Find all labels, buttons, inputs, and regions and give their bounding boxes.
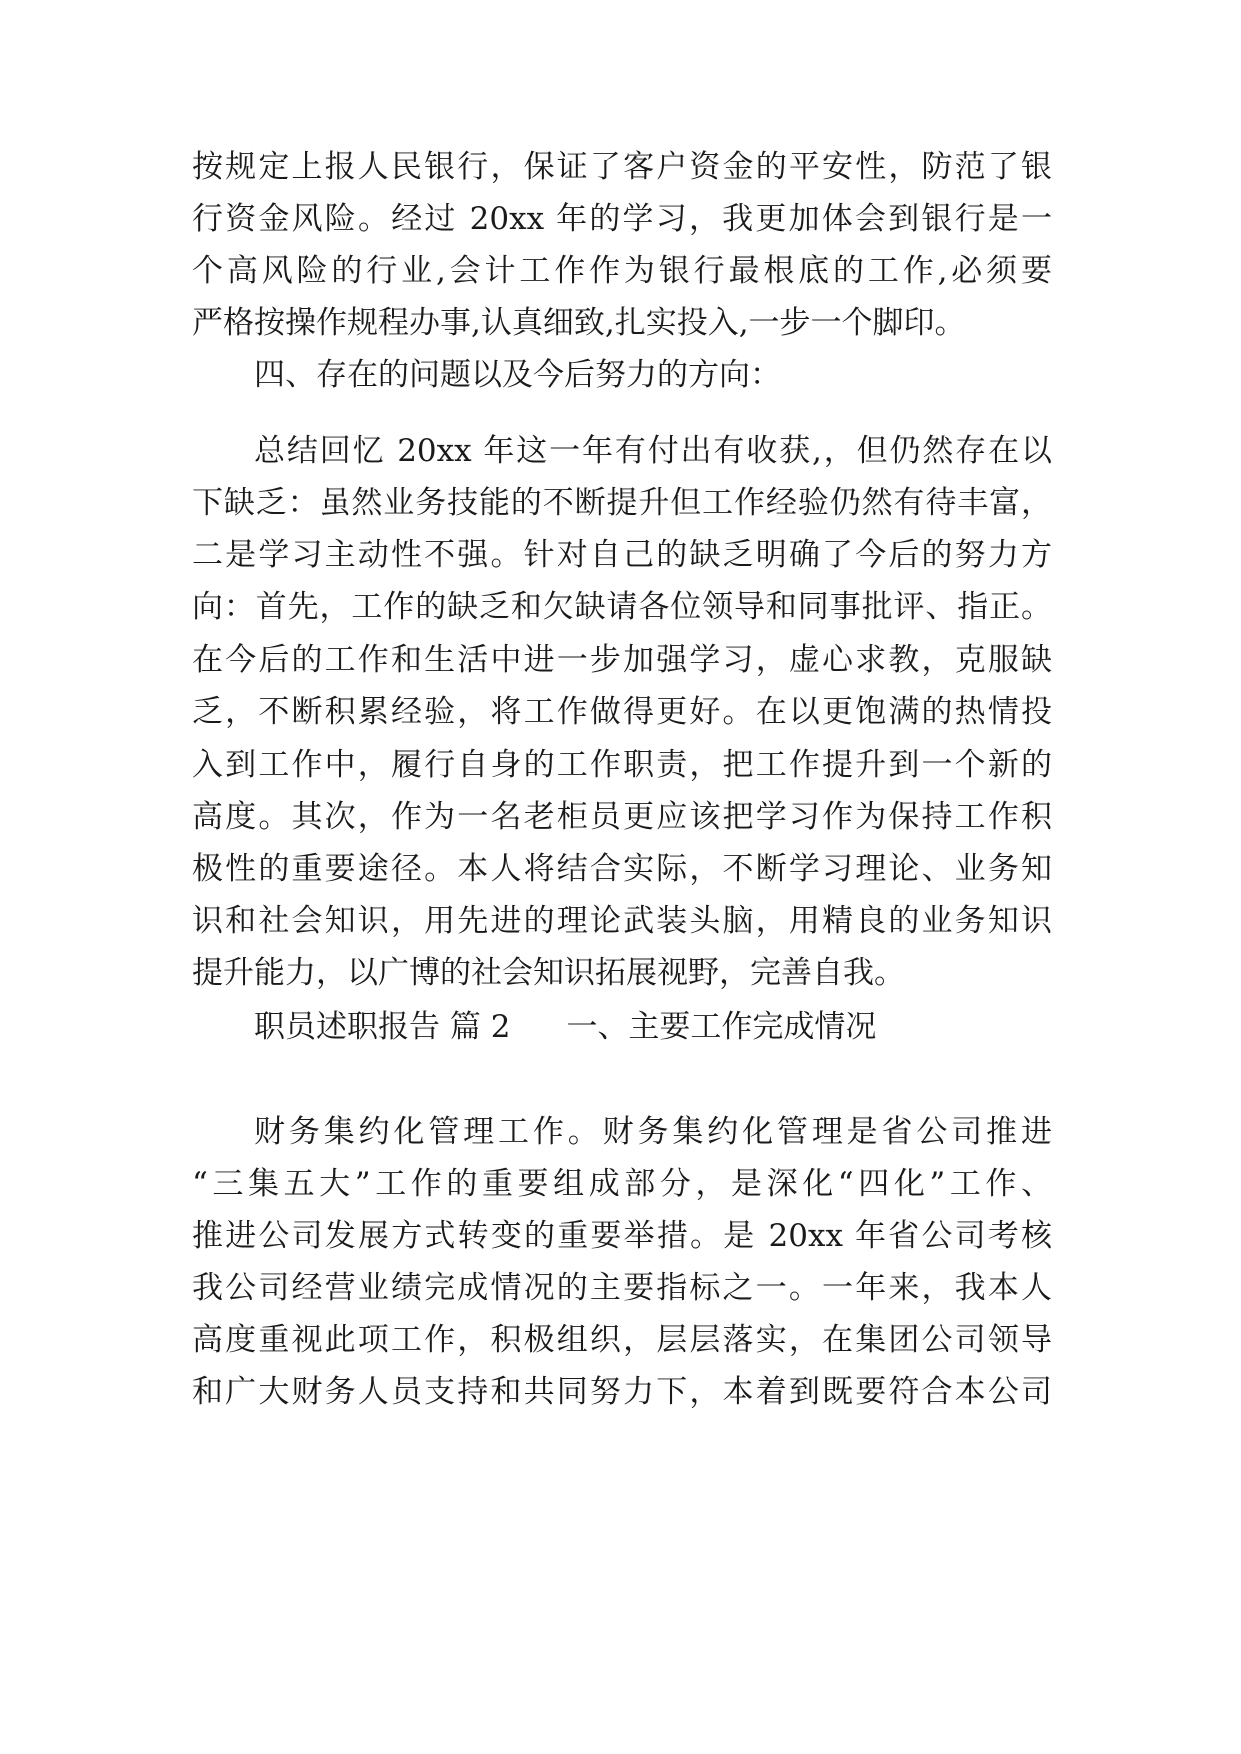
para1-line-4: 严格按操作规程办事,认真细致,扎实投入,一步一个脚印。 xyxy=(192,305,966,341)
para1-line-1: 按规定上报人民银行，保证了客户资金的平安性，防范了银 xyxy=(192,149,1052,185)
report-section1-heading: 一、主要工作完成情况 xyxy=(566,1009,877,1045)
para2-line-10: 识和社会知识，用先进的理论武装头脑，用精良的业务知识 xyxy=(192,903,1052,939)
para3-line-1: 财务集约化管理工作。财务集约化管理是省公司推进 xyxy=(254,1114,1052,1150)
para3-line-2: “三集五大”工作的重要组成部分，是深化“四化”工作、 xyxy=(192,1166,1052,1202)
report-heading-row xyxy=(254,1007,876,1047)
para3-line-4: 我公司经营业绩完成情况的主要指标之一。一年来，我本人 xyxy=(192,1270,1052,1306)
para2-line-1: 总结回忆 20xx 年这一年有付出有收获,，但仍然存在以 xyxy=(254,433,1052,469)
para2-line-6: 乏，不断积累经验，将工作做得更好。在以更饱满的热情投 xyxy=(192,694,1052,730)
para2-line-11: 提升能力，以广博的社会知识拓展视野，完善自我。 xyxy=(192,955,905,991)
para2-line-5: 在今后的工作和生活中进一步加强学习，虚心求教，克服缺 xyxy=(192,642,1052,678)
para2-line-4: 向：首先，工作的缺乏和欠缺请各位领导和同事批评、指正。 xyxy=(192,589,1052,625)
para2-line-9: 极性的重要途径。本人将结合实际，不断学习理论、业务知 xyxy=(192,851,1052,887)
para2-line-3: 二是学习主动性不强。针对自己的缺乏明确了今后的努力方 xyxy=(192,537,1052,573)
para3-line-6: 和广大财务人员支持和共同努力下，本着到既要符合本公司 xyxy=(192,1374,1052,1410)
report-title: 职员述职报告 篇 2 xyxy=(254,1009,511,1045)
para2-line-2: 下缺乏：虽然业务技能的不断提升但工作经验仍然有待丰富， xyxy=(192,485,1052,521)
para3-line-3: 推进公司发展方式转变的重要举措。是 20xx 年省公司考核 xyxy=(192,1218,1052,1254)
para3-line-5: 高度重视此项工作，积极组织，层层落实，在集团公司领导 xyxy=(192,1322,1052,1358)
para1-line-2: 行资金风险。经过 20xx 年的学习，我更加体会到银行是一 xyxy=(192,201,1052,237)
para1-line-3: 个高风险的行业,会计工作作为银行最根底的工作,必须要 xyxy=(192,253,1052,289)
section4-heading: 四、存在的问题以及今后努力的方向： xyxy=(254,357,781,393)
para2-line-8: 高度。其次，作为一名老柜员更应该把学习作为保持工作积 xyxy=(192,799,1052,835)
para2-line-7: 入到工作中，履行自身的工作职责，把工作提升到一个新的 xyxy=(192,747,1052,783)
